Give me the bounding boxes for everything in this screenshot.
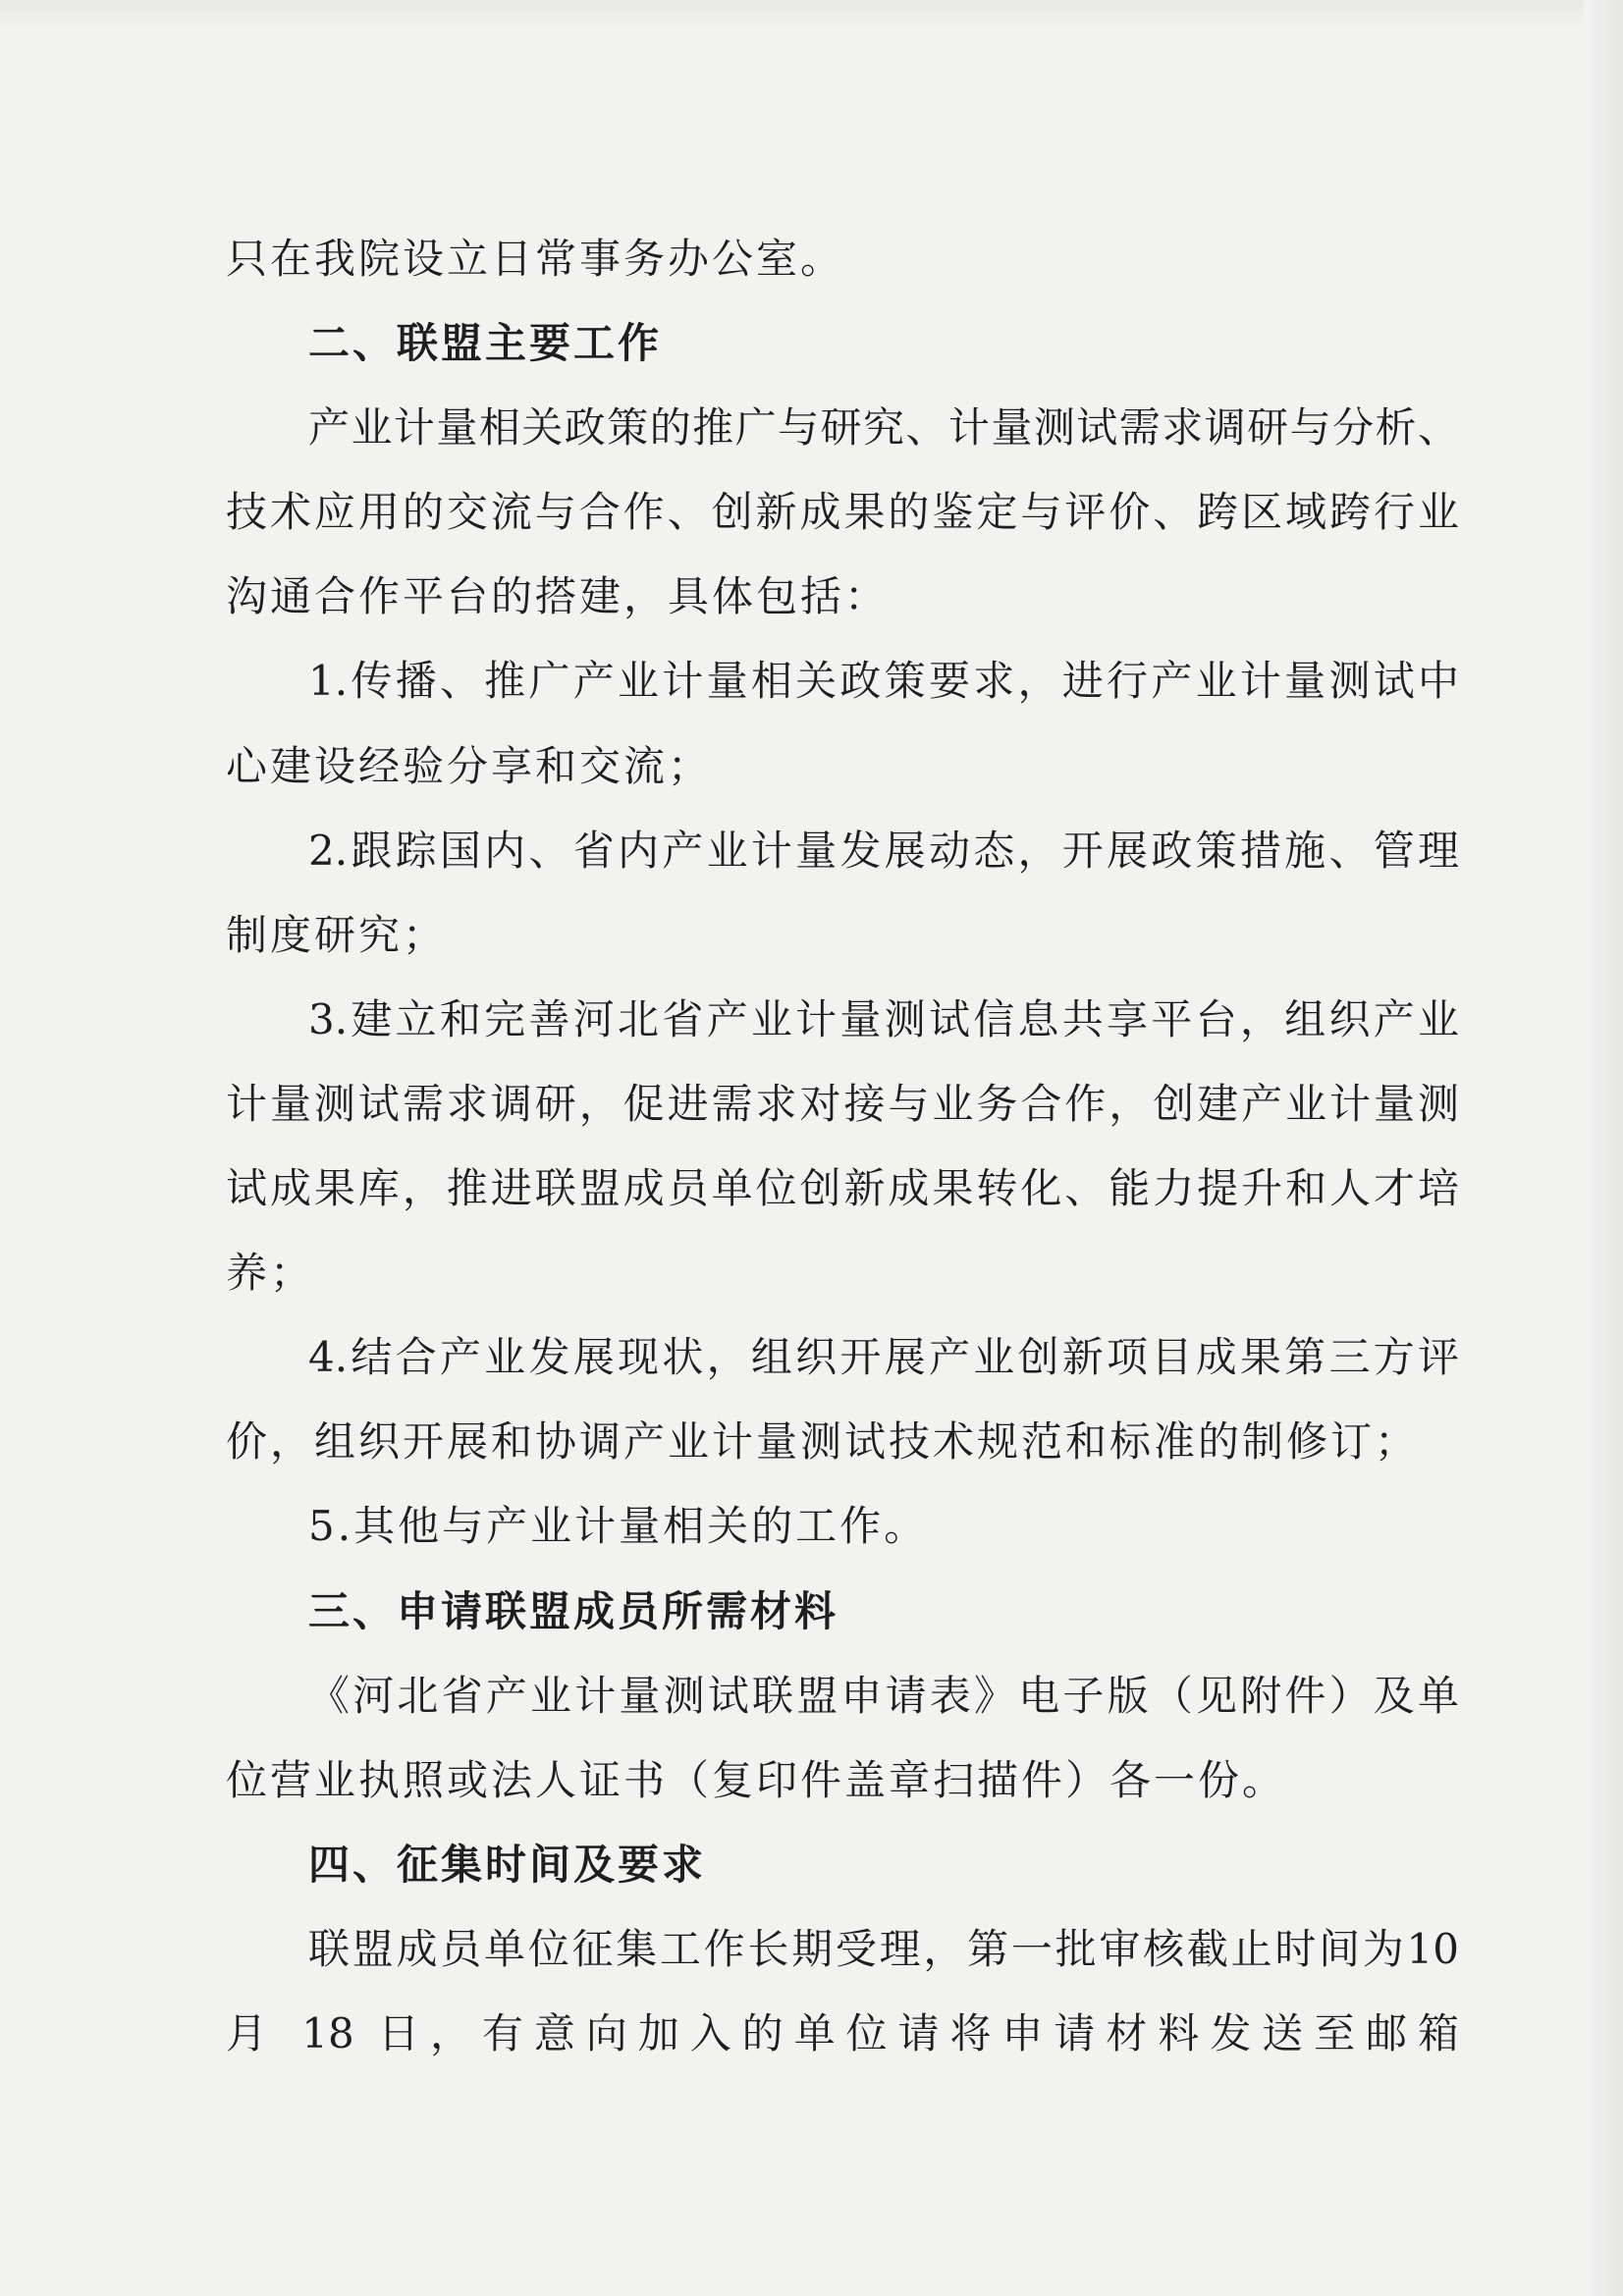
- section-heading: 二、联盟主要工作: [308, 319, 663, 368]
- paragraph-line: 联盟成员单位征集工作长期受理，第一批审核截止时间为10: [308, 1924, 1459, 1973]
- paragraph-line: 《河北省产业计量测试联盟申请表》电子版（见附件）及单: [308, 1671, 1459, 1720]
- paragraph-line: 2.跟踪国内、省内产业计量发展动态，开展政策措施、管理: [308, 826, 1459, 875]
- paragraph-line: 沟通合作平台的搭建，具体包括：: [226, 572, 890, 621]
- section-heading: 三、申请联盟成员所需材料: [308, 1586, 839, 1635]
- document-body: [226, 217, 1459, 2076]
- paragraph-line: 1.传播、推广产业计量相关政策要求，进行产业计量测试中: [308, 657, 1459, 706]
- paragraph-line: 计量测试需求调研，促进需求对接与业务合作，创建产业计量测: [226, 1079, 1459, 1128]
- paragraph-line: 3.建立和完善河北省产业计量测试信息共享平台，组织产业: [308, 994, 1459, 1043]
- section-heading: 四、征集时间及要求: [308, 1840, 707, 1889]
- list-item: [226, 639, 1459, 808]
- paragraph: [226, 1654, 1459, 1823]
- paragraph-line: 养；: [226, 1249, 315, 1298]
- scan-page-edge: [1584, 0, 1623, 2296]
- continued-paragraph-line: 只在我院设立日常事务办公室。: [226, 235, 845, 283]
- scan-top-shade: [0, 0, 1623, 29]
- paragraph-line: 月 18 日，有意向加入的单位请将申请材料发送至邮箱: [226, 2008, 1459, 2057]
- paragraph-line: 4.结合产业发展现状，组织开展产业创新项目成果第三方评: [308, 1333, 1459, 1382]
- list-item: [226, 809, 1459, 978]
- paragraph-line: 位营业执照或法人证书（复印件盖章扫描件）各一份。: [226, 1755, 1287, 1804]
- list-item: [226, 1315, 1459, 1484]
- paragraph-line: 5.其他与产业计量相关的工作。: [308, 1502, 929, 1551]
- paragraph-line: 产业计量相关政策的推广与研究、计量测试需求调研与分析、: [308, 403, 1459, 453]
- paragraph-line: 价，组织开展和协调产业计量测试技术规范和标准的制修订；: [226, 1417, 1420, 1467]
- paragraph: [226, 1907, 1459, 2076]
- list-item: [226, 978, 1459, 1315]
- paragraph-line: 制度研究；: [226, 910, 448, 959]
- list-item: [226, 1484, 1459, 1569]
- paragraph-line: 试成果库，推进联盟成员单位创新成果转化、能力提升和人才培: [226, 1164, 1459, 1213]
- paragraph-line: 心建设经验分享和交流；: [226, 741, 713, 790]
- paragraph-line: 技术应用的交流与合作、创新成果的鉴定与评价、跨区域跨行业: [226, 488, 1459, 537]
- paragraph: [226, 386, 1459, 639]
